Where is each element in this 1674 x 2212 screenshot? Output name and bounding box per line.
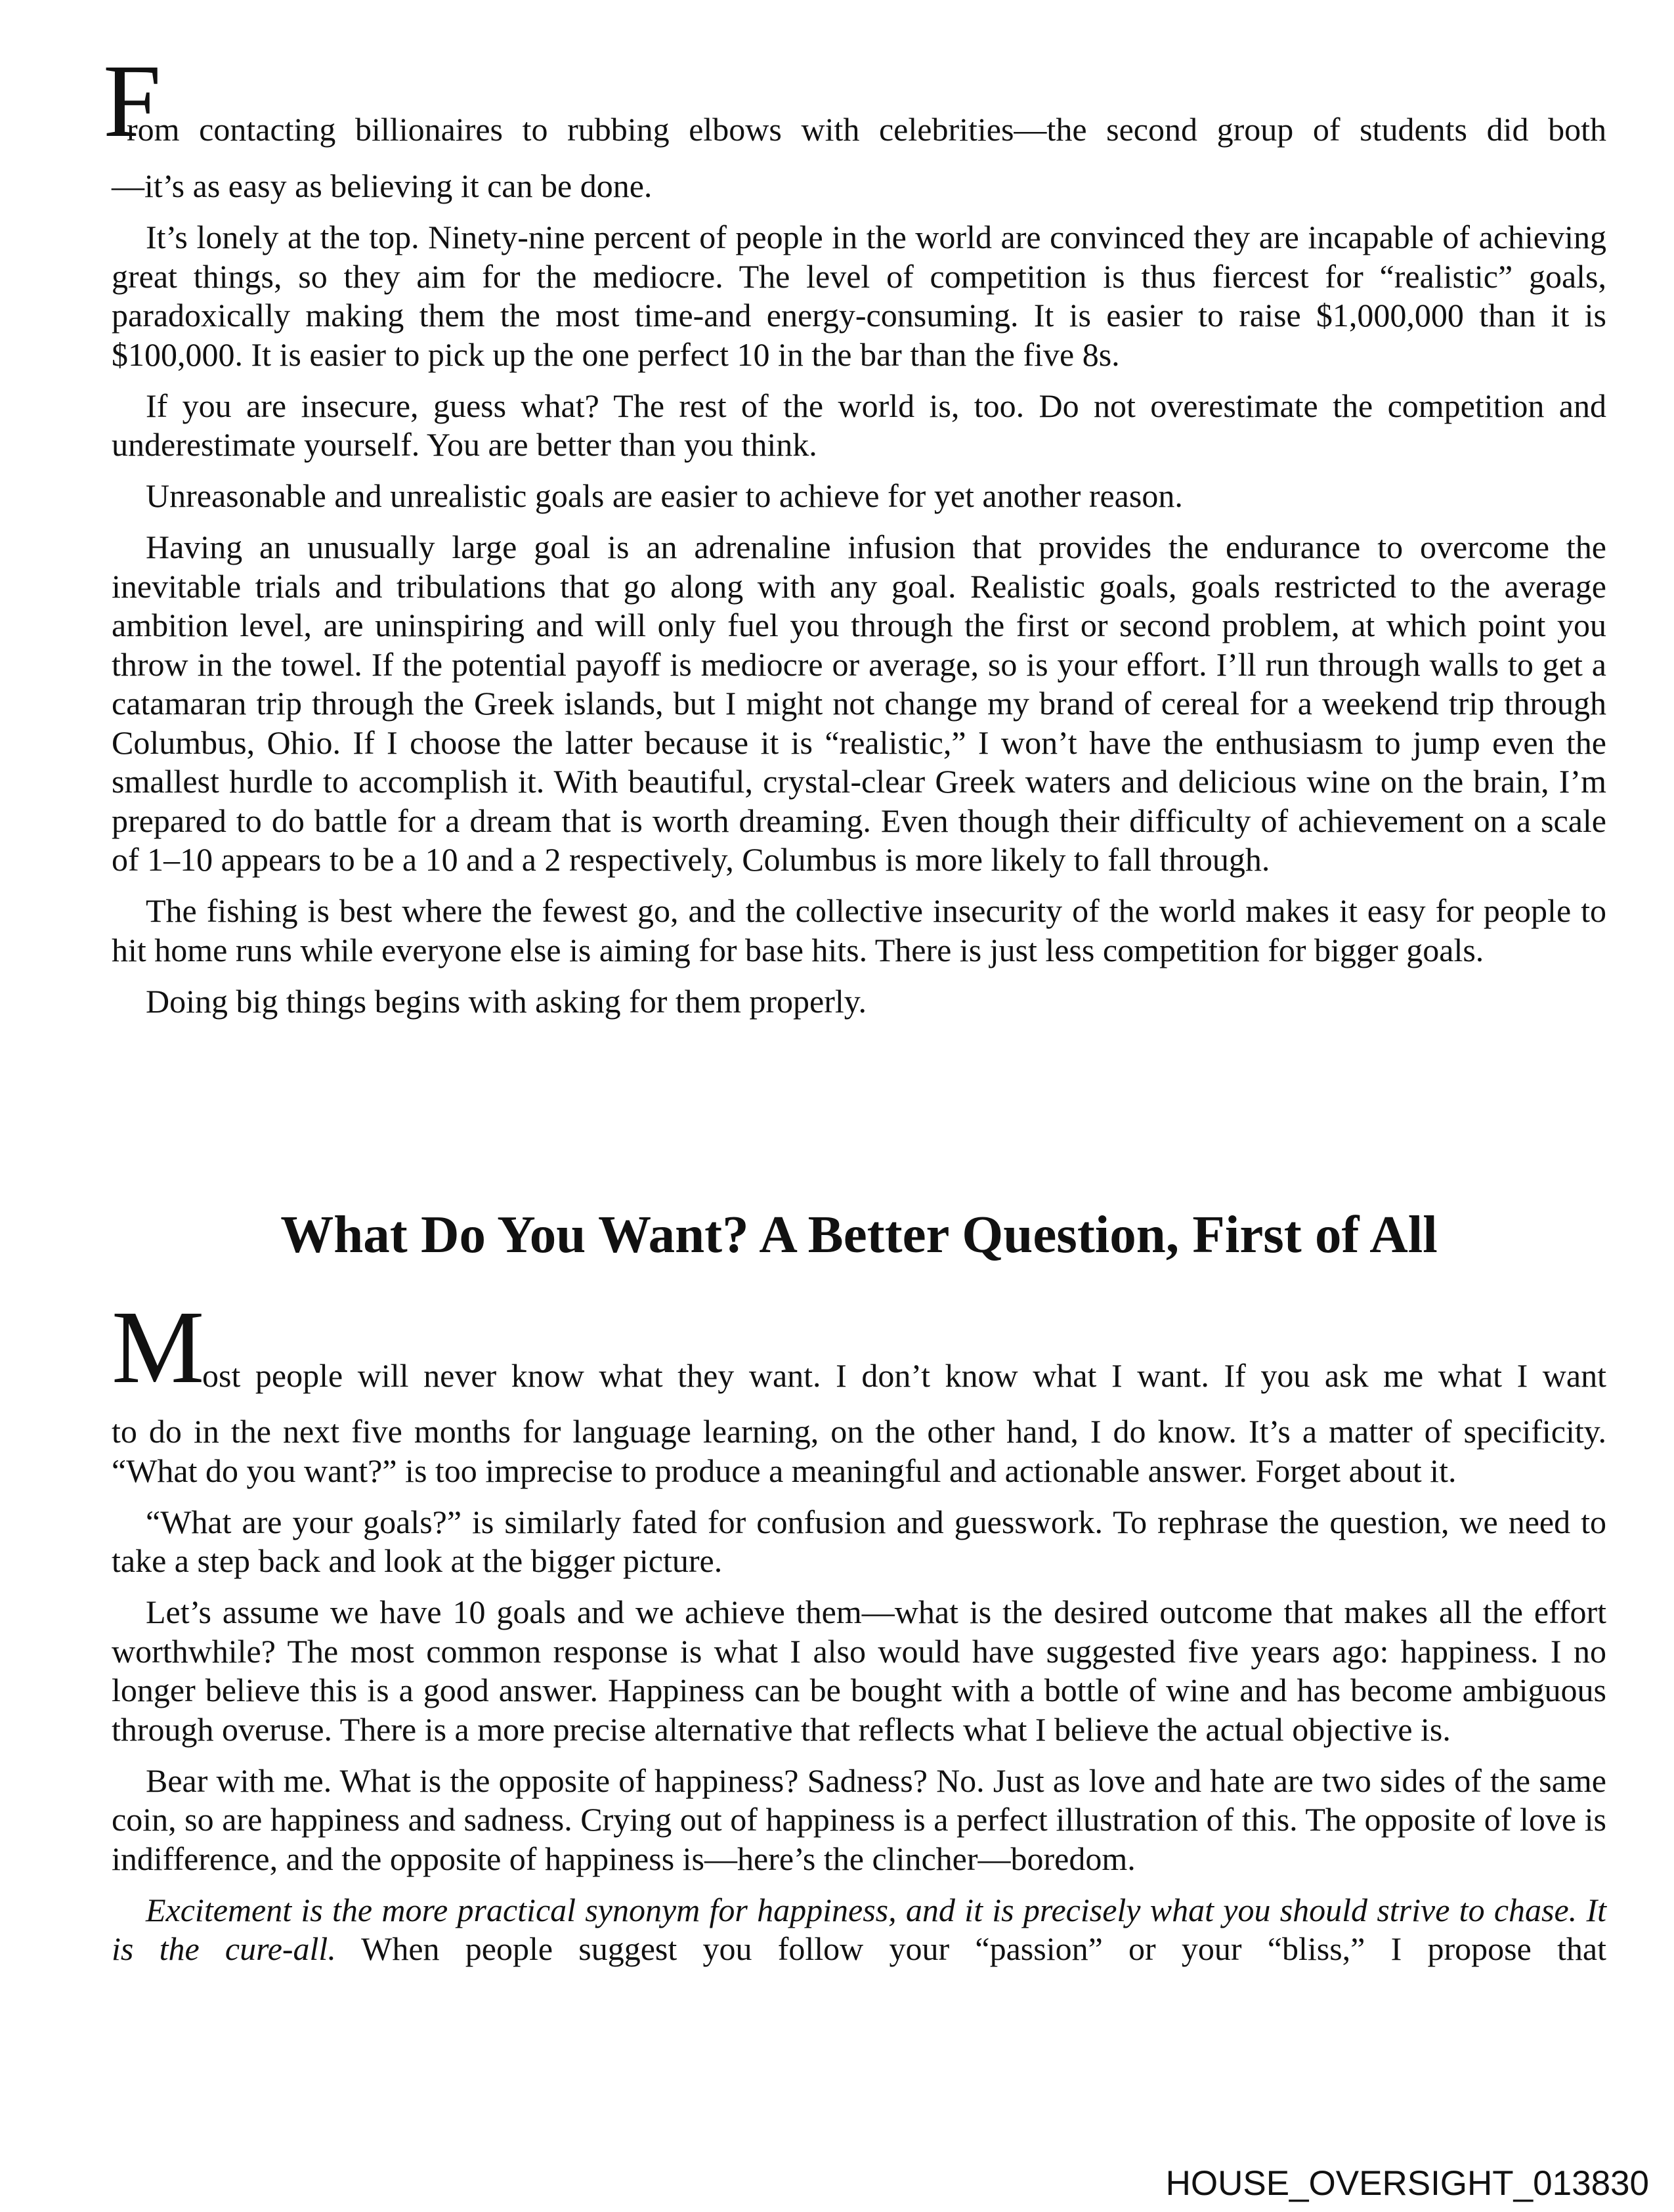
paragraph-text: When people suggest you follow your “passion” or your “bliss,” I propose that (335, 1930, 1606, 1967)
paragraph: “What are your goals?” is similarly fated for confusion and guesswork. To rephrase the question, we need to take a step back and look at the bigger picture. (112, 1503, 1606, 1579)
paragraph: Having an unusually large goal is an adrenaline infusion that provides the endurance to overcome the inevitable trials and tribulations that go along with any goal. Realistic goals, goals restricted to the average ambition level, are uninspiring and will only fuel you through the first or second problem, at which point you throw in the towel. If the potential payoff is mediocre or average, so is your effort. I’ll run through walls to get a catamaran trip through the Greek islands, but I might not change my brand of cereal for a weekend trip through Columbus, Ohio. If I choose the latter because it is “realistic,” I won’t have the enthusiasm to jump even the smallest hurdle to accomplish it. With beautiful, crystal-clear Greek waters and delicious wine on the brain, I’m prepared to do battle for a dream that is worth dreaming. Even though their difficulty of achievement on a scale of 1–10 appears to be a 10 and a 2 respectively, Columbus is more likely to fall through. (112, 529, 1606, 878)
paragraph (112, 1891, 1606, 1969)
bates-number: HOUSE_OVERSIGHT_013830 (1165, 2164, 1649, 2203)
section-1-body (112, 167, 1606, 1021)
drop-cap-f: F (103, 43, 161, 159)
italic-emphasis: Excitement is the more practical synonym for happiness, and it is precisely what you should strive to chase. It is the cure-all. (112, 1891, 1606, 1967)
paragraph: Bear with me. What is the opposite of happiness? Sadness? No. Just as love and hate are two sides of the same coin, so are happiness and sadness. Crying out of happiness is a perfect illustration of this. The opposite of love is indifference, and the opposite of happiness is—here’s the clincher—boredom. (112, 1762, 1606, 1877)
paragraph: Let’s assume we have 10 goals and we achieve them—what is the desired outcome that makes all the effort worthwhile? The most common response is what I also would have suggested five years ago: happiness. I no longer believe this is a good answer. Happiness can be bought with a bottle of wine and has become ambiguous through overuse. There is a more precise alternative that reflects what I believe the actual objective is. (112, 1594, 1606, 1748)
paragraph: —it’s as easy as believing it can be done. (112, 167, 653, 204)
opening-line: rom contacting billionaires to rubbing elbows with celebrities—the second group of students did both (127, 111, 1606, 148)
opening-line: ost people will never know what they want. I don’t know what I want. If you ask me what I want (202, 1357, 1606, 1394)
drop-cap-m: M (112, 1290, 205, 1405)
paragraph: If you are insecure, guess what? The rest of the world is, too. Do not overestimate the competition and underestimate yourself. You are better than you think. (112, 387, 1606, 463)
paragraph: It’s lonely at the top. Ninety-nine percent of people in the world are convinced they are incapable of achieving great things, so they aim for the mediocre. The level of competition is thus fiercest for “realistic” goals, paradoxically making them the most time-and energy-consuming. It is easier to raise $1,000,000 than it is $100,000. It is easier to pick up the one perfect 10 in the bar than the five 8s. (112, 219, 1606, 373)
section-2-body (112, 1412, 1606, 1969)
paragraph: Doing big things begins with asking for them properly. (146, 982, 867, 1020)
paragraph: to do in the next five months for language learning, on the other hand, I do know. It’s a matter of specificity. “What do you want?” is too imprecise to produce a meaningful and actionable answer. Forget about it. (112, 1413, 1606, 1489)
paragraph: Unreasonable and unrealistic goals are easier to achieve for yet another reason. (146, 477, 1183, 514)
paragraph: The fishing is best where the fewest go, and the collective insecurity of the world makes it easy for people to hit home runs while everyone else is aiming for base hits. There is just less competition for bigger goals. (112, 892, 1606, 968)
section-heading: What Do You Want? A Better Question, First of All (280, 1205, 1438, 1264)
